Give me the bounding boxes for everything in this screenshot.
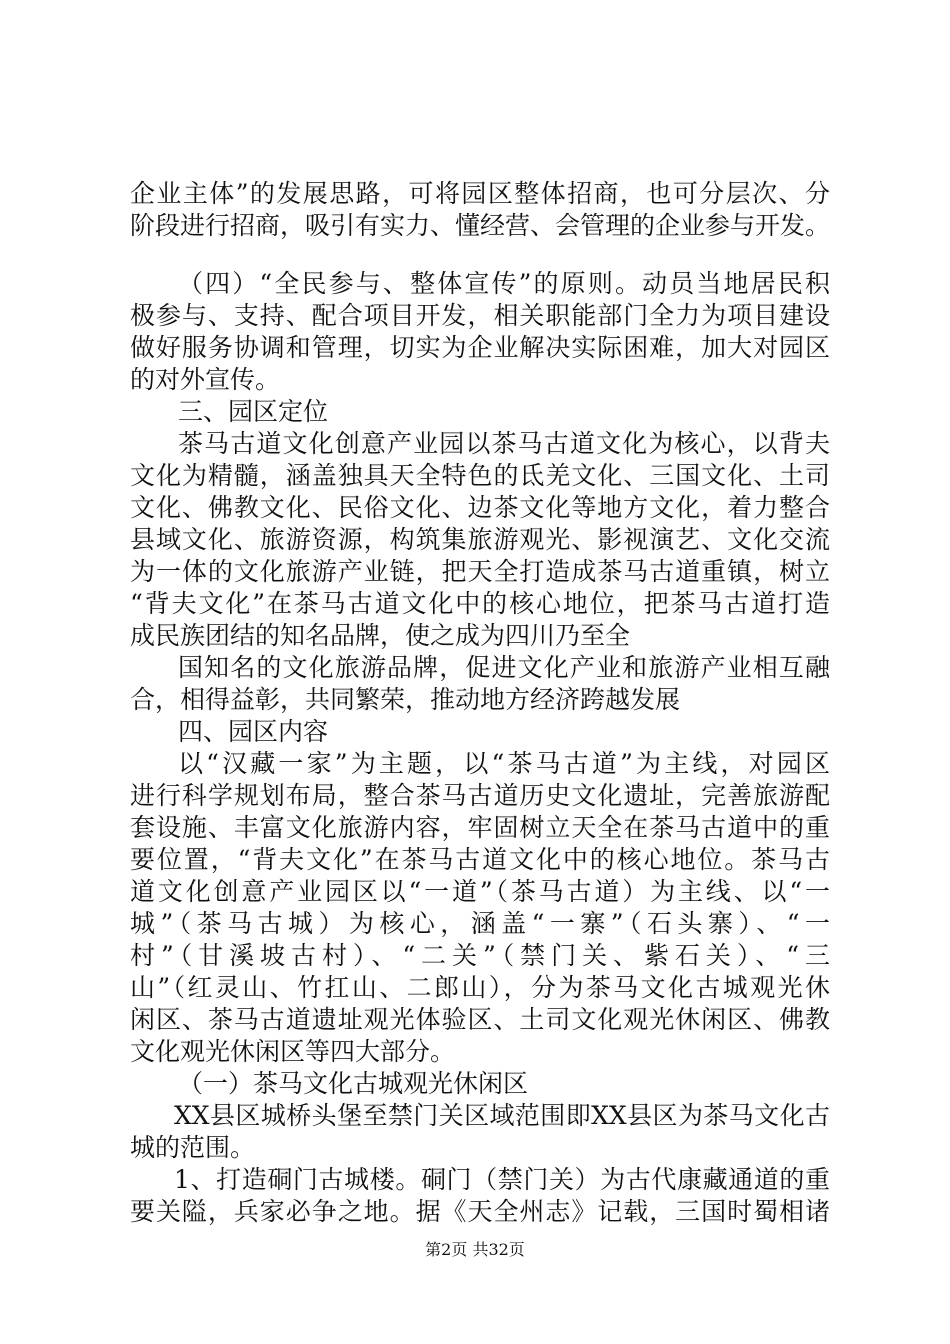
paragraph-continuation [130, 178, 830, 242]
text-line: 进行科学规划布局，整合茶马古道历史文化遗址，完善旅游配 [130, 781, 830, 810]
document-body [130, 268, 830, 1228]
text-line: 县域文化、旅游资源，构筑集旅游观光、影视演艺、文化交流 [130, 525, 830, 554]
text-line: 国知名的文化旅游品牌，促进文化产业和旅游产业相互融 [178, 653, 830, 682]
text-line: 为一体的文化旅游产业链，把天全打造成茶马古道重镇，树立 [130, 557, 830, 586]
text-line: 文化为精髓，涵盖独具天全特色的氐羌文化、三国文化、土司 [130, 461, 830, 490]
text-line: 的对外宣传。 [130, 365, 281, 394]
text-line: 成民族团结的知名品牌，使之成为四川乃至全 [130, 621, 631, 650]
section-heading: 四、园区内容 [178, 717, 329, 746]
text-line: 合，相得益彰，共同繁荣，推动地方经济跨越发展 [130, 685, 681, 714]
subsection-heading: （一）茶马文化古城观光休闲区 [178, 1069, 529, 1098]
text-line: 文化观光休闲区等四大部分。 [130, 1037, 456, 1066]
text-line: 山”（红灵山、竹扛山、二郎山），分为茶马文化古城观光休 [130, 973, 830, 1002]
text-line: 城”（茶马古城）为核心，涵盖“一寨”（石头寨）、“一 [130, 909, 830, 938]
text-line: 企业主体”的发展思路，可将园区整体招商，也可分层次、分 [130, 179, 830, 208]
text-line: 城的范围。 [130, 1133, 256, 1162]
section-heading: 三、园区定位 [178, 397, 329, 426]
text-line: XX县区城桥头堡至禁门关区域范围即XX县区为茶马文化古 [174, 1101, 830, 1130]
text-line: 套设施、丰富文化旅游内容，牢固树立天全在茶马古道中的重 [130, 813, 830, 842]
text-line: 阶段进行招商，吸引有实力、懂经营、会管理的企业参与开发。 [130, 211, 830, 240]
page-footer: 第2页 共32页 [425, 1240, 525, 1259]
text-line: 文化、佛教文化、民俗文化、边茶文化等地方文化，着力整合 [130, 493, 830, 522]
text-line: 村”（甘溪坡古村）、“二关”（禁门关、紫石关）、“三 [130, 941, 830, 970]
text-line: 以“汉藏一家”为主题，以“茶马古道”为主线，对园区 [178, 749, 830, 778]
text-line: 闲区、茶马古道遗址观光体验区、土司文化观光休闲区、佛教 [130, 1005, 830, 1034]
text-line: 茶马古道文化创意产业园以茶马古道文化为核心，以背夫 [178, 429, 830, 458]
text-line: 道文化创意产业园区以“一道”（茶马古道）为主线、以“一 [130, 877, 830, 906]
text-line: 极参与、支持、配合项目开发，相关职能部门全力为项目建设 [130, 301, 830, 330]
text-line: 1、打造硐门古城楼。硐门（禁门关）为古代康藏通道的重 [174, 1165, 830, 1194]
text-line: “背夫文化”在茶马古道文化中的核心地位，把茶马古道打造 [130, 589, 830, 618]
text-line: （四）“全民参与、整体宣传”的原则。动员当地居民积 [178, 269, 830, 298]
text-line: 要位置，“背夫文化”在茶马古道文化中的核心地位。茶马古 [130, 845, 830, 874]
text-line: 做好服务协调和管理，切实为企业解决实际困难，加大对园区 [130, 333, 830, 362]
text-line: 要关隘，兵家必争之地。据《天全州志》记载，三国时蜀相诸 [130, 1197, 830, 1226]
